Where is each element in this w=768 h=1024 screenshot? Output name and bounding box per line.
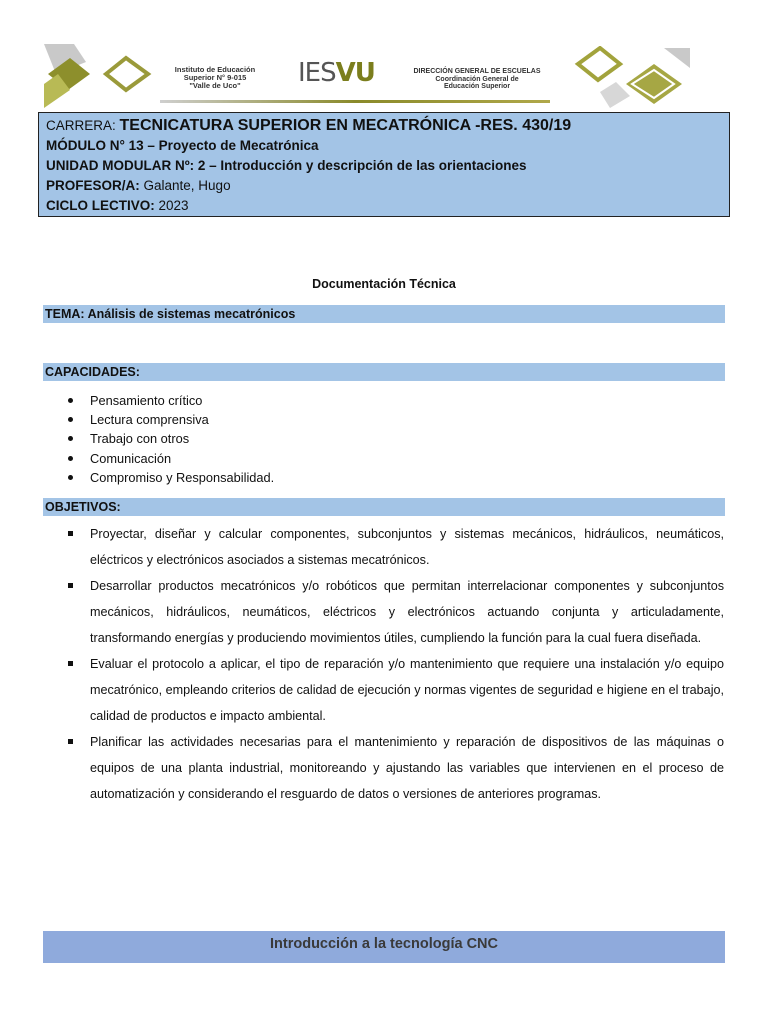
capacidades-list xyxy=(46,391,274,487)
list-item: Trabajo con otros xyxy=(46,429,274,448)
list-item: Pensamiento crítico xyxy=(46,391,274,410)
course-info-box xyxy=(38,112,730,217)
list-item: Planificar las actividades necesarias para el mantenimiento y reparación de dispositivos de las máquinas o equipos de una planta industrial, monitoreando y ajustando las variables que intervienen en el proceso de automatización y considerando el resguardo de datos o versiones de anteriores programas. xyxy=(46,729,724,807)
header-divider xyxy=(160,100,550,103)
unidad-line: UNIDAD MODULAR Nº: 2 – Introducción y descripción de las orientaciones xyxy=(46,158,527,173)
objetivos-list xyxy=(46,521,724,807)
tema-heading: TEMA: Análisis de sistemas mecatrónicos xyxy=(43,305,725,323)
decorative-diamonds-left-icon xyxy=(44,44,154,108)
list-item: Evaluar el protocolo a aplicar, el tipo de reparación y/o mantenimiento que requiere una instalación y/o equipo mecatrónico, empleando criterios de calidad de ejecución y normas vigentes de seguridad e higiene en el trabajo, calidad de productos e impacto ambiental. xyxy=(46,651,724,729)
decorative-diamonds-right-icon xyxy=(570,46,690,108)
section-title-cnc: Introducción a la tecnología CNC xyxy=(43,931,725,963)
objetivos-heading: OBJETIVOS: xyxy=(43,498,725,516)
list-item: Comunicación xyxy=(46,449,274,468)
list-item: Proyectar, diseñar y calcular componentes, subconjuntos y sistemas mecánicos, hidráulicos, neumáticos, eléctricos y electrónicos asociados a sistemas mecatrónicos. xyxy=(46,521,724,573)
ciclo-line: CICLO LECTIVO: 2023 xyxy=(46,198,189,213)
direction-name: DIRECCIÓN GENERAL DE ESCUELAS Coordinación General de Educación Superior xyxy=(413,68,541,90)
institute-name: Instituto de Educación Superior N° 9-015 "Valle de Uco" xyxy=(174,65,256,90)
list-item: Compromiso y Responsabilidad. xyxy=(46,468,274,487)
carrera-line: CARRERA: TECNICATURA SUPERIOR EN MECATRÓNICA -RES. 430/19 xyxy=(46,117,572,134)
profesor-line: PROFESOR/A: Galante, Hugo xyxy=(46,178,231,193)
document-title: Documentación Técnica xyxy=(312,277,456,291)
capacidades-heading: CAPACIDADES: xyxy=(43,363,725,381)
list-item: Lectura comprensiva xyxy=(46,410,274,429)
modulo-line: MÓDULO N° 13 – Proyecto de Mecatrónica xyxy=(46,138,319,153)
iesvu-logo: IESVU xyxy=(298,58,375,88)
list-item: Desarrollar productos mecatrónicos y/o robóticos que permitan interrelacionar componentes y subconjuntos mecánicos, hidráulicos, neumáticos, eléctricos y electrónicos actuando conjunta y articuladamente, transformando energías y produciendo movimientos útiles, cumpliendo la función para la cual fuera diseñada. xyxy=(46,573,724,651)
